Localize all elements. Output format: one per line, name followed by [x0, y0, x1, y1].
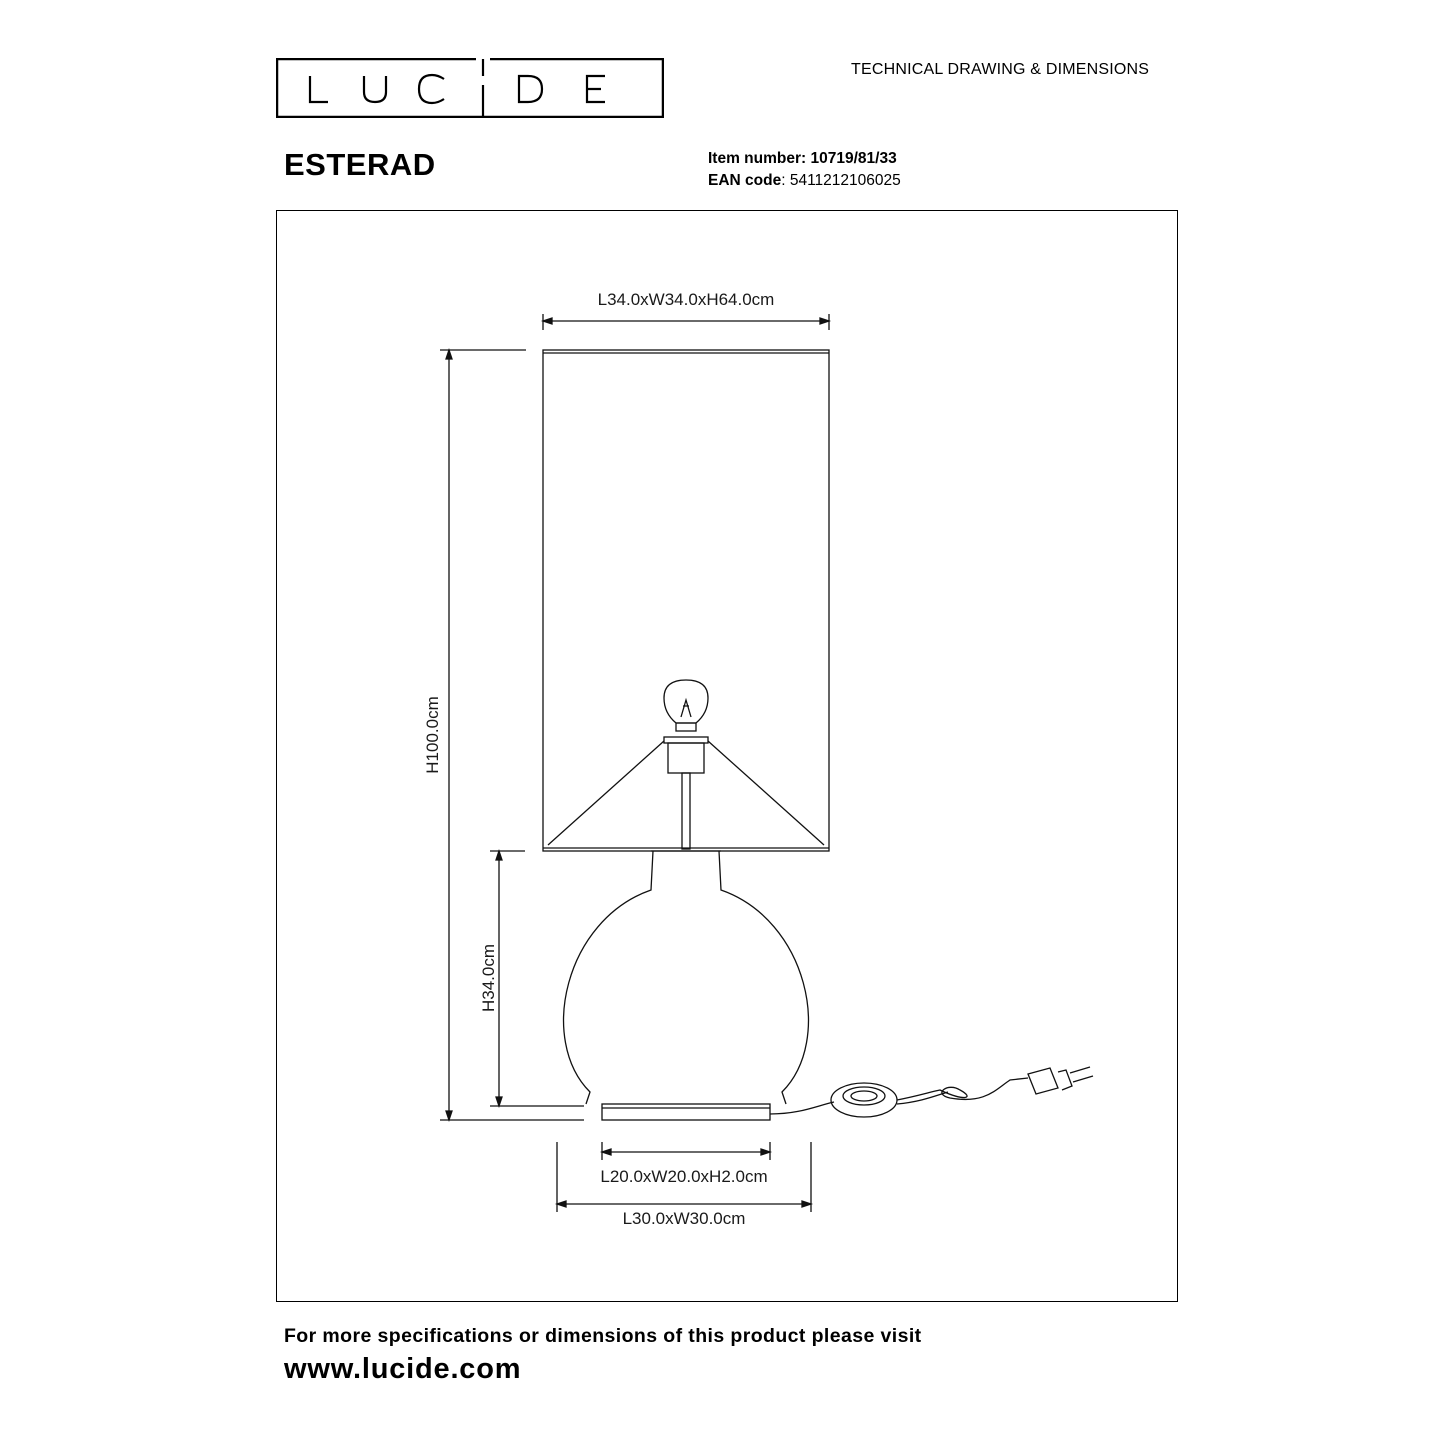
website-link[interactable]: www.lucide.com — [284, 1353, 522, 1385]
footer-note: For more specifications or dimensions of this product please visit — [284, 1325, 922, 1347]
foot-switch — [831, 1083, 897, 1117]
plug — [1028, 1067, 1093, 1094]
product-name: ESTERAD — [284, 147, 436, 182]
base-height-label: H34.0cm — [479, 943, 498, 1013]
power-cord — [770, 1078, 1028, 1114]
total-height-label: H100.0cm — [423, 696, 442, 774]
total-height-dimension — [440, 350, 584, 1120]
overall-width-dimension — [543, 314, 829, 330]
ean-code-label: EAN code — [708, 172, 782, 189]
bulb-and-socket — [664, 680, 708, 849]
ean-code-value: : 5411212106025 — [781, 172, 901, 189]
foot-dimension-label: L20.0xW20.0xH2.0cm — [600, 1167, 768, 1186]
base-dimension-label: L30.0xW30.0cm — [622, 1209, 746, 1228]
lamp-body — [564, 851, 809, 1120]
lamp-shade — [543, 350, 829, 851]
overall-dimension-label: L34.0xW34.0xH64.0cm — [597, 290, 775, 309]
item-number-value: 10719/81/33 — [810, 150, 897, 167]
item-number-label: Item number: — [708, 150, 807, 167]
foot-width-dimension — [602, 1142, 770, 1160]
document-type: TECHNICAL DRAWING & DIMENSIONS — [851, 61, 1150, 78]
